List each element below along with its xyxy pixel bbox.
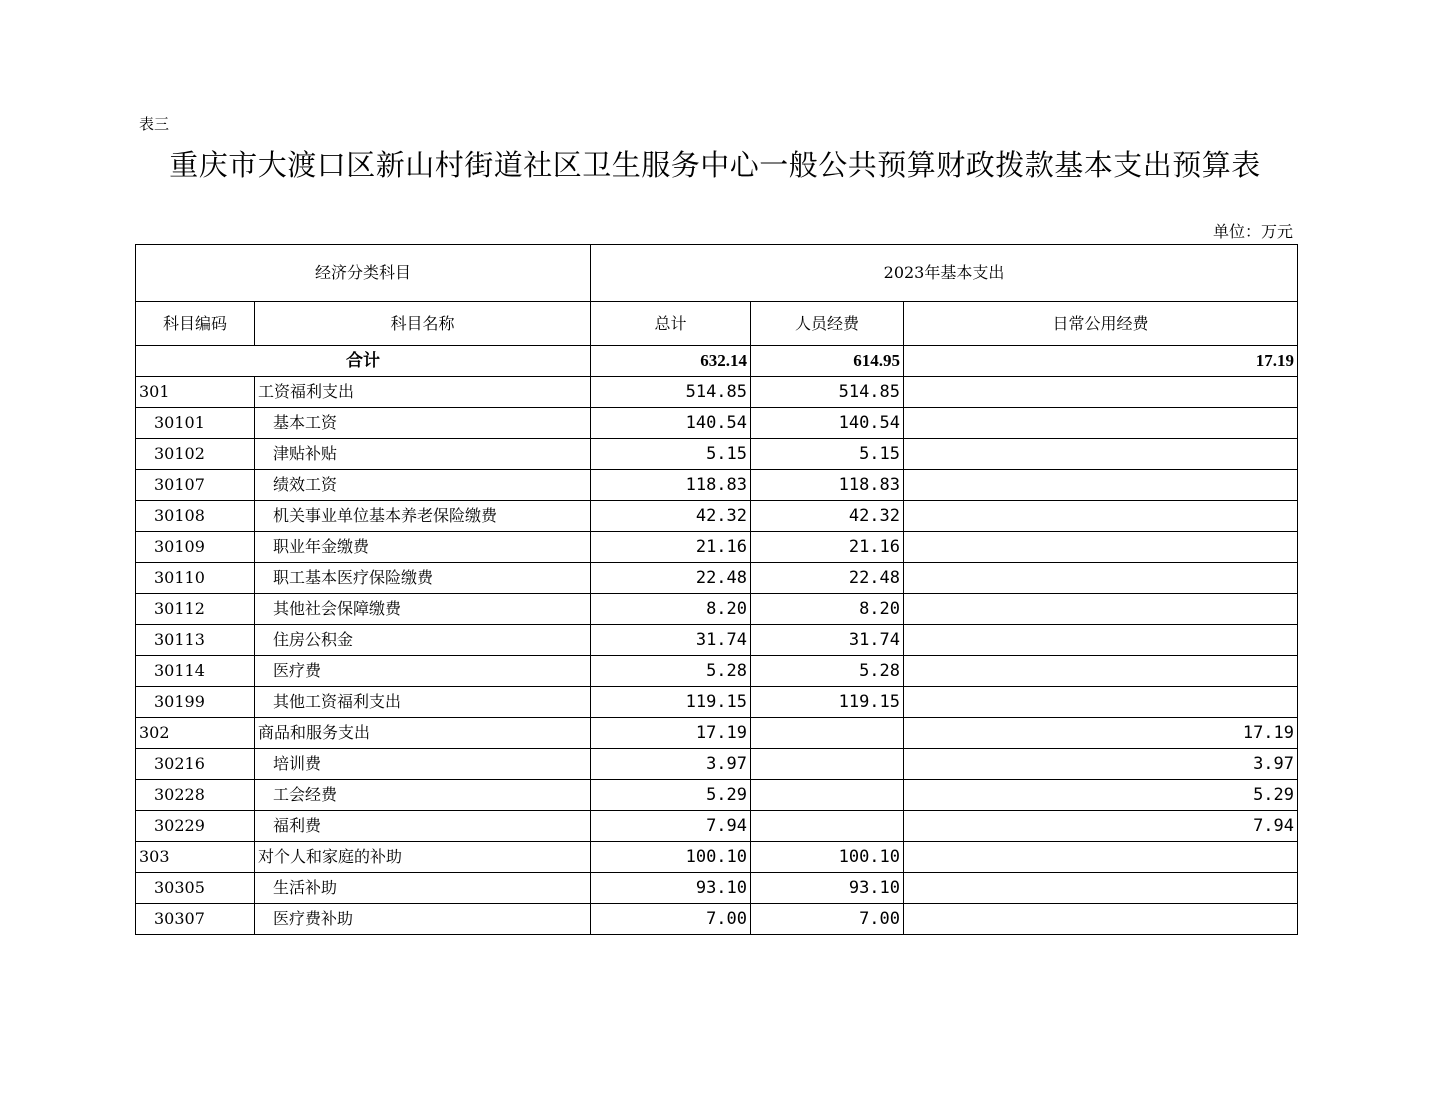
row-public: 17.19 <box>904 718 1298 749</box>
header-economic-classification: 经济分类科目 <box>136 245 591 302</box>
header-subject-name: 科目名称 <box>255 302 591 346</box>
table-row <box>136 687 1298 718</box>
row-personnel: 8.20 <box>751 594 904 625</box>
table-row <box>136 377 1298 408</box>
header-public-expenses: 日常公用经费 <box>904 302 1298 346</box>
row-personnel <box>751 811 904 842</box>
row-subject-code: 30305 <box>136 873 255 904</box>
row-personnel <box>751 718 904 749</box>
row-personnel <box>751 780 904 811</box>
row-subject-name: 医疗费 <box>255 656 591 687</box>
row-public <box>904 501 1298 532</box>
row-public: 7.94 <box>904 811 1298 842</box>
row-subject-code: 30112 <box>136 594 255 625</box>
table-row <box>136 811 1298 842</box>
row-total: 100.10 <box>591 842 751 873</box>
table-row <box>136 625 1298 656</box>
row-subject-name: 培训费 <box>255 749 591 780</box>
total-row <box>136 346 1298 377</box>
row-public <box>904 377 1298 408</box>
total-personnel: 614.95 <box>751 346 904 377</box>
row-public: 5.29 <box>904 780 1298 811</box>
row-subject-name: 工资福利支出 <box>255 377 591 408</box>
row-total: 22.48 <box>591 563 751 594</box>
row-total: 93.10 <box>591 873 751 904</box>
row-personnel: 93.10 <box>751 873 904 904</box>
row-personnel: 100.10 <box>751 842 904 873</box>
row-subject-name: 对个人和家庭的补助 <box>255 842 591 873</box>
row-subject-name: 其他社会保障缴费 <box>255 594 591 625</box>
table-row <box>136 656 1298 687</box>
row-personnel: 118.83 <box>751 470 904 501</box>
row-subject-name: 商品和服务支出 <box>255 718 591 749</box>
row-subject-code: 30109 <box>136 532 255 563</box>
row-total: 42.32 <box>591 501 751 532</box>
page-title: 重庆市大渡口区新山村街道社区卫生服务中心一般公共预算财政拨款基本支出预算表 <box>169 148 1261 182</box>
header-basic-expenditure-2023: 2023年基本支出 <box>591 245 1298 302</box>
row-subject-code: 302 <box>136 718 255 749</box>
row-subject-name: 职业年金缴费 <box>255 532 591 563</box>
row-subject-code: 303 <box>136 842 255 873</box>
row-subject-name: 医疗费补助 <box>255 904 591 935</box>
row-total: 8.20 <box>591 594 751 625</box>
table-row <box>136 749 1298 780</box>
row-subject-code: 30114 <box>136 656 255 687</box>
row-total: 5.15 <box>591 439 751 470</box>
row-subject-code: 30102 <box>136 439 255 470</box>
row-subject-name: 津贴补贴 <box>255 439 591 470</box>
row-subject-name: 绩效工资 <box>255 470 591 501</box>
header-row-group <box>136 245 1298 302</box>
header-subject-code: 科目编码 <box>136 302 255 346</box>
total-total: 632.14 <box>591 346 751 377</box>
row-subject-name: 福利费 <box>255 811 591 842</box>
row-subject-name: 基本工资 <box>255 408 591 439</box>
header-row-columns <box>136 302 1298 346</box>
total-label: 合计 <box>136 346 591 377</box>
row-personnel: 21.16 <box>751 532 904 563</box>
row-public <box>904 439 1298 470</box>
table-row <box>136 532 1298 563</box>
header-personnel-expenses: 人员经费 <box>751 302 904 346</box>
table-row <box>136 563 1298 594</box>
table-row <box>136 718 1298 749</box>
row-personnel: 31.74 <box>751 625 904 656</box>
row-subject-name: 工会经费 <box>255 780 591 811</box>
row-total: 31.74 <box>591 625 751 656</box>
row-personnel: 5.28 <box>751 656 904 687</box>
row-public: 3.97 <box>904 749 1298 780</box>
row-total: 5.29 <box>591 780 751 811</box>
row-personnel: 514.85 <box>751 377 904 408</box>
row-personnel: 119.15 <box>751 687 904 718</box>
row-personnel: 5.15 <box>751 439 904 470</box>
row-total: 140.54 <box>591 408 751 439</box>
table-row <box>136 842 1298 873</box>
row-public <box>904 470 1298 501</box>
table-row <box>136 594 1298 625</box>
row-subject-code: 30101 <box>136 408 255 439</box>
row-public <box>904 904 1298 935</box>
row-subject-code: 30307 <box>136 904 255 935</box>
row-public <box>904 656 1298 687</box>
row-personnel: 7.00 <box>751 904 904 935</box>
row-subject-code: 30228 <box>136 780 255 811</box>
row-subject-name: 住房公积金 <box>255 625 591 656</box>
row-subject-code: 30113 <box>136 625 255 656</box>
row-subject-code: 30108 <box>136 501 255 532</box>
row-total: 7.94 <box>591 811 751 842</box>
table-row <box>136 408 1298 439</box>
row-public <box>904 532 1298 563</box>
row-subject-name: 其他工资福利支出 <box>255 687 591 718</box>
row-total: 514.85 <box>591 377 751 408</box>
unit-label: 单位：万元 <box>1212 222 1293 241</box>
row-subject-name: 机关事业单位基本养老保险缴费 <box>255 501 591 532</box>
row-total: 7.00 <box>591 904 751 935</box>
row-total: 3.97 <box>591 749 751 780</box>
table-row <box>136 439 1298 470</box>
row-subject-code: 30199 <box>136 687 255 718</box>
row-subject-code: 30107 <box>136 470 255 501</box>
row-total: 5.28 <box>591 656 751 687</box>
row-total: 118.83 <box>591 470 751 501</box>
row-subject-code: 30216 <box>136 749 255 780</box>
row-total: 119.15 <box>591 687 751 718</box>
row-personnel: 22.48 <box>751 563 904 594</box>
row-public <box>904 408 1298 439</box>
row-public <box>904 563 1298 594</box>
table-row <box>136 470 1298 501</box>
row-subject-code: 30110 <box>136 563 255 594</box>
row-personnel: 42.32 <box>751 501 904 532</box>
row-total: 21.16 <box>591 532 751 563</box>
table-number-label: 表三 <box>139 115 170 133</box>
table-row <box>136 873 1298 904</box>
row-public <box>904 687 1298 718</box>
row-public <box>904 594 1298 625</box>
header-total: 总计 <box>591 302 751 346</box>
row-subject-name: 生活补助 <box>255 873 591 904</box>
row-public <box>904 842 1298 873</box>
row-public <box>904 625 1298 656</box>
row-personnel: 140.54 <box>751 408 904 439</box>
table-row <box>136 501 1298 532</box>
row-public <box>904 873 1298 904</box>
row-subject-name: 职工基本医疗保险缴费 <box>255 563 591 594</box>
row-subject-code: 30229 <box>136 811 255 842</box>
table-row <box>136 780 1298 811</box>
budget-table <box>135 244 1298 935</box>
total-public: 17.19 <box>904 346 1298 377</box>
row-personnel <box>751 749 904 780</box>
row-total: 17.19 <box>591 718 751 749</box>
row-subject-code: 301 <box>136 377 255 408</box>
table-row <box>136 904 1298 935</box>
